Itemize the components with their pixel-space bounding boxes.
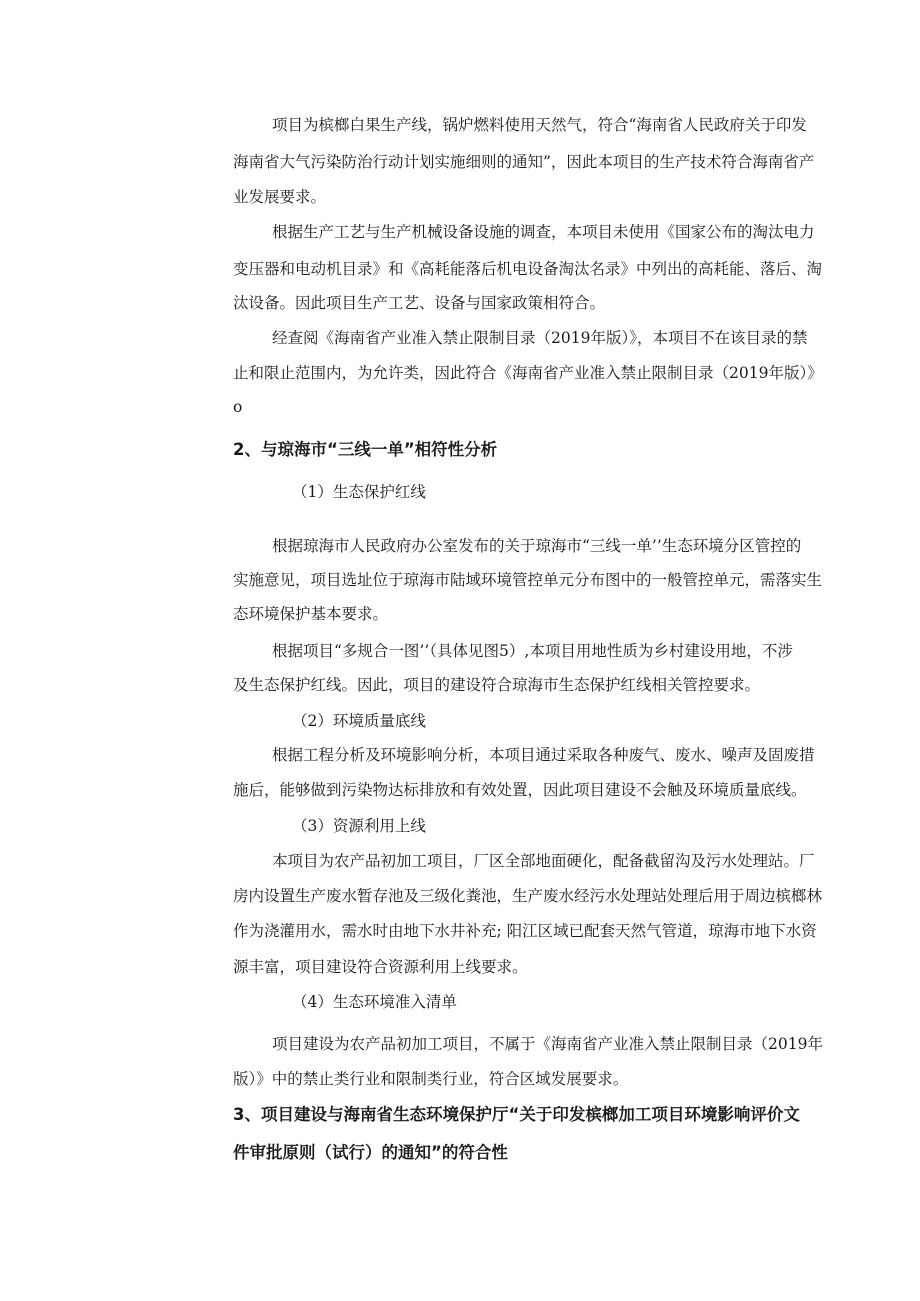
paragraph-line: 根据项目“多规合一图’’（具体见图5）,本项目用地性质为乡村建设用地，不涉 xyxy=(272,642,793,660)
paragraph-line: 根据琼海市人民政府办公室发布的关于琼海市“三线一单’’生态环境分区管控的 xyxy=(272,537,802,555)
paragraph-line: 变压器和电动机目录》和《高耗能落后机电设备淘汰名录》中列出的高耗能、落后、淘 xyxy=(233,260,823,278)
paragraph-line: 项目建设为农产品初加工项目，不属于《海南省产业准入禁止限制目录（2019年 xyxy=(272,1035,823,1053)
paragraph-line: 及生态保护红线。因此，项目的建设符合琼海市生态保护红线相关管控要求。 xyxy=(233,676,761,694)
paragraph-line: 业发展要求。 xyxy=(233,188,327,206)
paragraph-line: 房内设置生产废水暂存池及三级化粪池，生产废水经污水处理站处理后用于周边槟榔林 xyxy=(233,887,823,905)
subsection-heading: （1）生态保护红线 xyxy=(292,483,426,501)
paragraph-line: 经查阅《海南省产业准入禁止限制目录（2019年版）》，本项目不在该目录的禁 xyxy=(272,329,808,347)
paragraph-line: 本项目为农产品初加工项目，厂区全部地面硬化，配备截留沟及污水处理站。厂 xyxy=(272,852,815,870)
paragraph-line: 海南省大气污染防治行动计划实施细则的通知”，因此本项目的生产技术符合海南省产 xyxy=(233,153,815,171)
subsection-heading: （3）资源利用上线 xyxy=(292,817,426,835)
subsection-heading: （4）生态环境准入清单 xyxy=(292,993,457,1011)
section-heading: 3、项目建设与海南省生态环境保护厅“关于印发槟榔加工项目环境影响评价文 xyxy=(233,1105,800,1124)
section-heading: 2、与琼海市“三线一单”相符性分析 xyxy=(233,440,498,459)
paragraph-line: 根据生产工艺与生产机械设备设施的调查，本项目未使用《国家公布的淘汰电力 xyxy=(272,223,815,241)
paragraph-line: 源丰富，项目建设符合资源利用上线要求。 xyxy=(233,958,528,976)
subsection-heading: （2）环境质量底线 xyxy=(292,712,426,730)
paragraph-line: o xyxy=(233,398,243,416)
paragraph-line: 作为浇灌用水，需水时由地下水井补充; 阳江区域已配套天然气管道，琼海市地下水资 xyxy=(233,922,817,940)
paragraph-line: 根据工程分析及环境影响分析，本项目通过采取各种废气、废水、噪声及固废措 xyxy=(272,746,815,764)
paragraph-line: 项目为槟榔白果生产线，锅炉燃料使用天然气，符合“海南省人民政府关于印发 xyxy=(272,116,807,134)
paragraph-line: 施后，能够做到污染物达标排放和有效处置，因此项目建设不会触及环境质量底线。 xyxy=(233,781,807,799)
paragraph-line: 态环境保护基本要求。 xyxy=(233,605,389,623)
section-heading-continued: 件审批原则（试行）的通知”的符合性 xyxy=(233,1143,508,1162)
paragraph-line: 止和限止范围内，为允许类，因此符合《海南省产业准入禁止限制目录（2019年版）》 xyxy=(233,364,823,382)
paragraph-line: 版）》中的禁止类行业和限制类行业，符合区域发展要求。 xyxy=(233,1070,629,1088)
paragraph-line: 实施意见，项目选址位于琼海市陆域环境管控单元分布图中的一般管控单元，需落实生 xyxy=(233,571,823,589)
paragraph-line: 汰设备。因此项目生产工艺、设备与国家政策相符合。 xyxy=(233,294,606,312)
